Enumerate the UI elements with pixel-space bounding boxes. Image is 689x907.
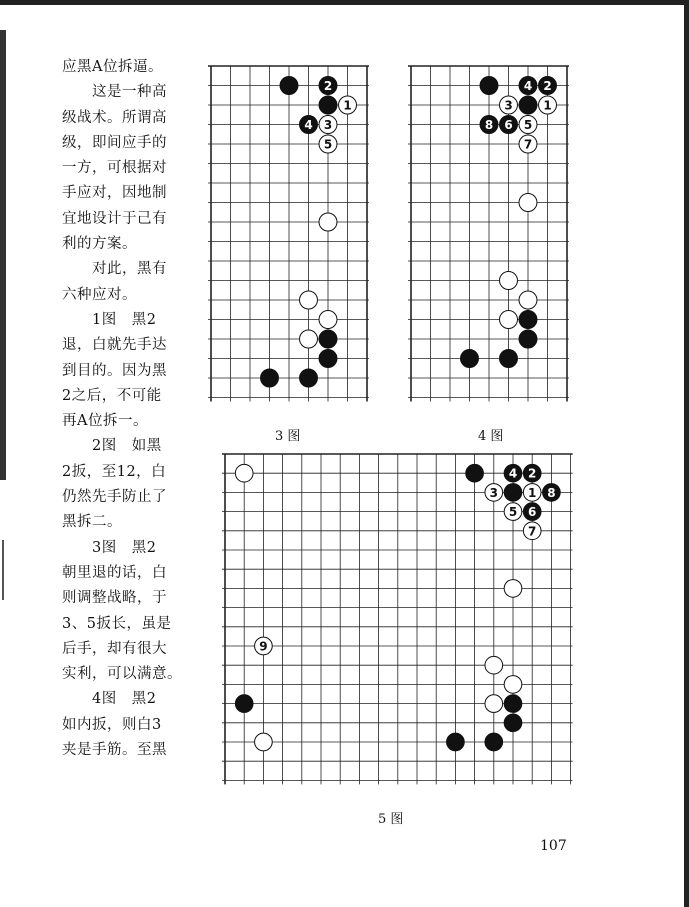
text-line: 实利，可以满意。	[62, 666, 182, 683]
stone-move-number: 8	[484, 118, 494, 132]
text-line: 退，白就先手达	[62, 337, 167, 354]
white-stone	[519, 135, 537, 153]
black-stone	[523, 503, 541, 521]
white-stone	[500, 311, 518, 329]
white-stone	[519, 291, 537, 309]
body-text-column	[62, 55, 202, 763]
black-stone	[519, 96, 537, 114]
text-line: 黑拆二。	[62, 514, 122, 531]
stone-move-number: 2	[528, 466, 537, 481]
stone-move-number: 9	[259, 639, 268, 654]
black-stone	[519, 311, 537, 329]
stone-move-number: 6	[528, 505, 537, 520]
black-stone	[523, 464, 541, 482]
black-stone	[543, 484, 561, 502]
text-line: 应黑A位拆逼。	[62, 59, 163, 75]
white-stone	[339, 96, 357, 114]
white-stone	[485, 695, 503, 713]
black-stone	[319, 350, 337, 368]
text-line: 如内扳，则白3	[62, 716, 162, 733]
black-stone	[461, 350, 479, 368]
scan-top-edge	[0, 0, 689, 5]
stone-move-number: 1	[343, 98, 352, 113]
book-spine-mark	[2, 540, 4, 600]
text-line: 级，即间应手的	[62, 134, 167, 151]
stone-move-number: 2	[543, 79, 552, 93]
stone-move-number: 6	[504, 118, 513, 132]
white-stone	[300, 330, 318, 348]
white-stone	[235, 464, 253, 482]
black-stone	[504, 695, 522, 713]
go-diagram-3	[208, 62, 380, 414]
stone-move-number: 4	[304, 118, 313, 132]
black-stone	[319, 77, 337, 95]
text-line: 宜地设计于己有	[62, 210, 167, 227]
stone-move-number: 3	[504, 98, 513, 113]
stone-move-number: 3	[323, 118, 333, 132]
stone-move-number: 3	[489, 485, 498, 500]
white-stone	[500, 272, 518, 290]
white-stone	[500, 96, 518, 114]
text-line: 这是一种高	[62, 84, 167, 101]
page-number: 107	[540, 838, 567, 854]
stone-move-number: 2	[323, 79, 333, 93]
white-stone	[539, 96, 557, 114]
black-stone	[319, 330, 337, 348]
book-spine-shadow	[0, 30, 6, 480]
black-stone	[485, 733, 503, 751]
text-line: 六种应对。	[62, 286, 137, 303]
white-stone	[485, 656, 503, 674]
text-line: 1图 黑2	[62, 311, 157, 328]
text-line: 级战术。所谓高	[62, 109, 167, 126]
stone-move-number: 1	[543, 98, 552, 113]
black-stone	[466, 464, 484, 482]
black-stone	[504, 714, 522, 732]
text-line: 4图 黑2	[62, 691, 157, 708]
stone-move-number: 5	[523, 118, 533, 132]
black-stone	[519, 77, 537, 95]
text-line: 一方，可根据对	[62, 160, 167, 177]
white-stone	[319, 116, 337, 134]
black-stone	[300, 369, 318, 387]
white-stone	[485, 484, 503, 502]
white-stone	[523, 522, 541, 540]
text-line: 3图 黑2	[62, 539, 157, 556]
go-diagram-5	[222, 450, 586, 802]
black-stone	[480, 77, 498, 95]
white-stone	[300, 291, 318, 309]
black-stone	[519, 330, 537, 348]
text-line: 则调整战略，于	[62, 590, 167, 607]
text-line: 朝里退的话，白	[62, 564, 167, 581]
black-stone	[480, 116, 498, 134]
text-line: 后手，却有很大	[62, 640, 167, 657]
stone-move-number: 1	[528, 485, 537, 500]
text-line: 到目的。因为黑	[62, 362, 167, 379]
black-stone	[300, 116, 318, 134]
white-stone	[255, 733, 273, 751]
text-line: 再A位拆一。	[62, 413, 148, 430]
black-stone	[504, 464, 522, 482]
stone-move-number: 5	[323, 137, 333, 152]
stone-move-number: 7	[528, 524, 537, 539]
black-stone	[504, 484, 522, 502]
stone-move-number: 5	[508, 505, 518, 520]
white-stone	[255, 637, 273, 655]
black-stone	[235, 695, 253, 713]
text-line: 夹是手筋。至黑	[62, 742, 167, 759]
diagram-caption-4: 4 图	[478, 429, 504, 444]
text-line: 利的方案。	[62, 236, 137, 253]
diagram-caption-3: 3 图	[275, 429, 301, 444]
white-stone	[319, 213, 337, 231]
white-stone	[523, 484, 541, 502]
stone-move-number: 7	[523, 137, 533, 152]
stone-move-number: 8	[547, 485, 556, 500]
black-stone	[261, 369, 279, 387]
text-line: 3、5扳长，虽是	[62, 615, 172, 632]
black-stone	[319, 96, 337, 114]
white-stone	[504, 503, 522, 521]
white-stone	[504, 676, 522, 694]
white-stone	[319, 135, 337, 153]
black-stone	[500, 116, 518, 134]
black-stone	[280, 77, 298, 95]
stone-move-number: 4	[523, 79, 533, 93]
text-line: 仍然先手防止了	[62, 489, 167, 506]
black-stone	[539, 77, 557, 95]
diagram-caption-5: 5 图	[378, 812, 404, 827]
text-line: 对此，黑有	[62, 261, 167, 278]
black-stone	[447, 733, 465, 751]
white-stone	[504, 580, 522, 598]
text-line: 2之后，不可能	[62, 387, 162, 404]
white-stone	[319, 311, 337, 329]
text-line: 手应对，因地制	[62, 185, 167, 202]
black-stone	[500, 350, 518, 368]
white-stone	[519, 194, 537, 212]
stone-move-number: 4	[508, 466, 518, 481]
text-line: 2图 如黑	[62, 438, 162, 455]
text-line: 2扳，至12，白	[62, 463, 167, 480]
white-stone	[519, 116, 537, 134]
go-diagram-4	[408, 62, 580, 414]
scan-right-edge	[684, 0, 689, 907]
